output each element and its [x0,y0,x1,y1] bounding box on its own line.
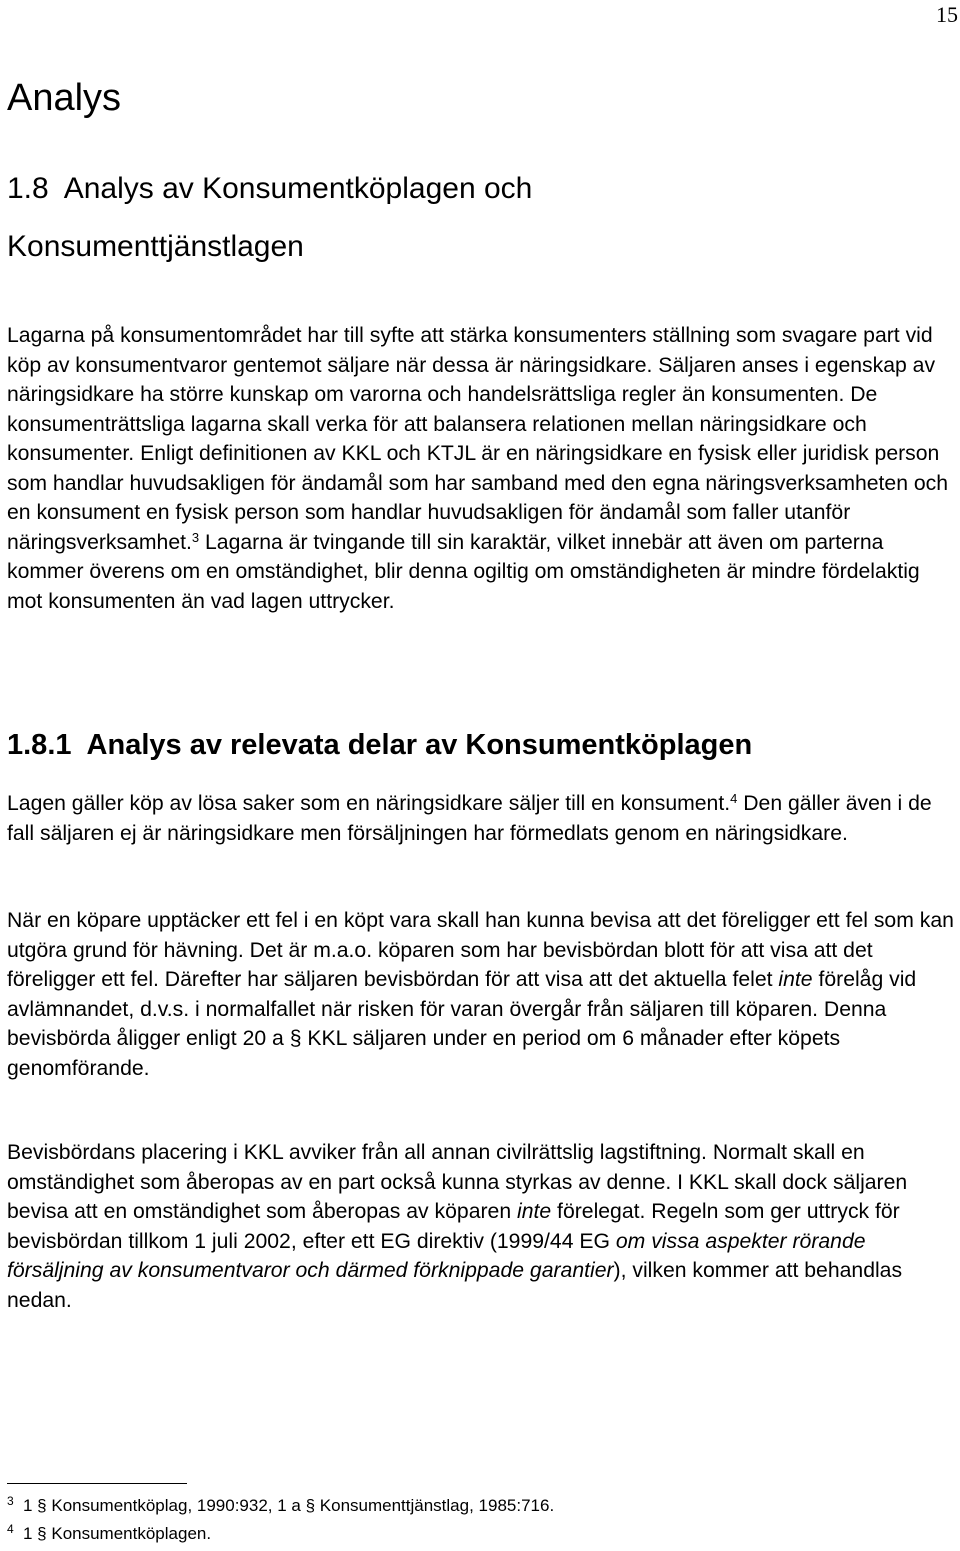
emphasis-text: inte [517,1200,552,1223]
emphasis-text: inte [778,968,813,991]
footnote-text: 1 § Konsumentköplagen. [23,1524,212,1543]
chapter-heading: Analys [7,77,122,119]
paragraph-text: Den gäller även i de fall säljaren ej är näringsidkare men försäljningen har förmedlats genom en näringsidkare. [7,792,932,845]
footnote-ref-4: 4 [730,791,738,806]
paragraph-text: När en köpare upptäcker ett fel i en köpt vara skall han kunna bevisa att det föreligger ett fel som kan utgöra grund för hävning. Det är m.a.o. köparen som har bevisbördan blott för att visa att det föreligger ett fel. Därefter har säljaren bevisbördan för att visa att det aktuella felet [7,909,954,991]
paragraph-text: Lagarna på konsumentområdet har till syfte att stärka konsumenters ställning som svagare part vid köp av konsumentvaror gentemot säljare när dessa är näringsidkare. Säljaren anses i egenskap av näringsidkare ha större kunskap om varorna och handelsrättsliga regler än konsumenten. De konsumenträttsliga lagarna skall verka för att balansera relationen mellan näringsidkare och konsumenter. Enligt definitionen av KKL och KTJL är en näringsidkare en fysisk eller juridisk person som handlar huvudsakligen för ändamål som har samband med den egna näringsverksamheten och en konsument en fysisk person som handlar huvudsakligen för ändamål som faller utanför näringsverksamhet. [7,324,949,554]
footnote-text: 1 § Konsumentköplag, 1990:932, 1 a § Konsumenttjänstlag, 1985:716. [23,1496,555,1515]
subsection-heading: 1.8.1 Analys av relevata delar av Konsumentköplagen [7,729,753,761]
section-heading [7,160,947,276]
section-heading-line-2: Konsumenttjänstlagen [7,230,304,263]
paragraph-text: Lagarna är tvingande till sin karaktär, vilket innebär att även om parterna kommer överens om en omständighet, blir denna ogiltig om omständigheten är mindre fördelaktig mot konsumenten än vad lagen uttrycker. [7,530,920,613]
footnote-separator [7,1483,187,1484]
directive-title: om vissa aspekter rörande försäljning av konsumentvaror och därmed förknippade garantier [7,1229,866,1282]
footnote-3: 3 1 § Konsumentköplag, 1990:932, 1 a § Konsumenttjänstlag, 1985:716. [7,1494,555,1515]
paragraph-consumer-law-purpose [7,321,960,616]
paragraph-scope [7,789,960,848]
footnote-4: 4 1 § Konsumentköplagen. [7,1522,212,1543]
paragraph-burden-of-proof [7,906,960,1083]
section-heading-line-1: 1.8 Analys av Konsumentköplagen och [7,172,533,205]
paragraph-text: förelåg vid avlämnandet, d.v.s. i normalfallet när risken för varan övergår från säljaren till köparen. Denna bevisbörda åligger enligt 20 a § KKL säljaren under en period om 6 månader efter köpets genomförande. [7,968,917,1080]
footnote-ref-3: 3 [191,529,200,545]
paragraph-text: ), vilken kommer att behandlas nedan. [7,1259,903,1312]
paragraph-text: Lagen gäller köp av lösa saker som en näringsidkare säljer till en konsument. [7,792,731,815]
paragraph-burden-placement [7,1138,960,1315]
page-number: 15 [936,2,958,27]
paragraph-text: Bevisbördans placering i KKL avviker från all annan civilrättslig lagstiftning. Normalt skall en omständighet som åberopas av en part också kunna styrkas av denne. I KKL skall dock säljaren bevisa att en omständighet som åberopas av köparen [7,1141,908,1223]
paragraph-text: förelegat. Regeln som ger uttryck för bevisbördan tillkom 1 juli 2002, efter ett EG direktiv (1999/44 EG [7,1200,900,1253]
